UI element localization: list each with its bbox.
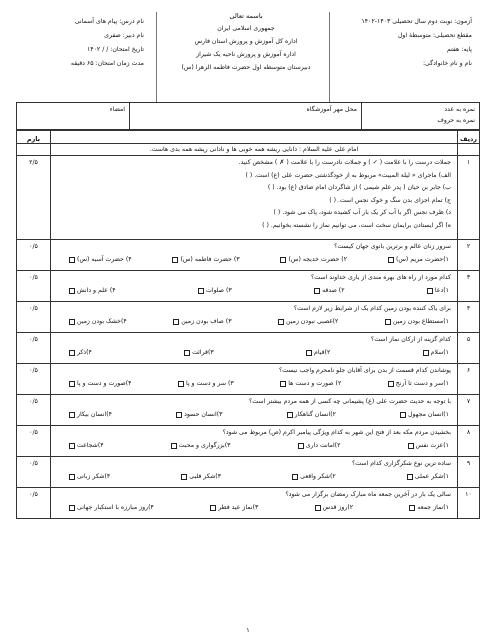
question-body (51, 332, 458, 363)
question-number: ۲ (458, 239, 480, 270)
checkbox[interactable] (69, 319, 75, 325)
question-row-۶ (17, 363, 480, 394)
grade: پایه: هفتم (446, 46, 472, 53)
checkbox[interactable] (306, 350, 312, 356)
checkbox[interactable] (69, 474, 75, 480)
true-false-item[interactable]: ج) تمام اجزای بدن سگ و خوک نجس است. ( ) (329, 196, 451, 204)
checkbox[interactable] (181, 474, 187, 480)
checkbox[interactable] (210, 505, 216, 511)
question-row-۳ (17, 270, 480, 301)
checkbox[interactable] (314, 288, 320, 294)
option-label: ۳) صاف بودن زمین (181, 318, 232, 326)
option-label: ۲)روز قدس (322, 504, 354, 512)
question-score: ۰/۵ (17, 425, 51, 456)
col-number-header: ردیف (458, 131, 480, 144)
question-stem: سرور زنان عالم و برترین بانوی جهان کیست؟ (334, 242, 451, 250)
checkbox[interactable] (278, 319, 284, 325)
answer-option[interactable] (69, 380, 131, 388)
question-row-۹ (17, 456, 480, 487)
answer-option[interactable] (385, 318, 449, 326)
answer-option[interactable] (69, 318, 127, 326)
checkbox[interactable] (385, 319, 391, 325)
option-label: ۴) حضرت آسیه (س) (77, 256, 132, 264)
question-number: ۵ (458, 332, 480, 363)
option-label: ۴)خشک بودن زمین (77, 318, 127, 326)
answer-option[interactable] (407, 473, 449, 481)
option-label: ۱)حضرت مریم (س) (395, 256, 449, 264)
question-row-۴ (17, 301, 480, 332)
question-score: ۰/۵ (17, 394, 51, 425)
checkbox[interactable] (388, 381, 394, 387)
option-label: ۲)شکر واقعی (300, 473, 336, 481)
option-label: ۱)انسان مجهول (408, 411, 449, 419)
answer-option[interactable] (315, 504, 353, 512)
answer-options (55, 317, 451, 328)
country-name: جمهوری اسلامی ایران (217, 25, 275, 32)
question-row-۲ (17, 239, 480, 270)
table-header-row (17, 131, 480, 144)
answer-option[interactable] (69, 256, 132, 264)
score-number-label: نمره به عدد (444, 106, 475, 113)
answer-option[interactable] (400, 411, 449, 419)
answer-option[interactable] (69, 349, 92, 357)
checkbox[interactable] (178, 381, 184, 387)
option-label: ۳)انسان حسود (184, 411, 223, 419)
answer-option[interactable] (292, 473, 336, 481)
option-label: ۳)بزرگواری و محبت (178, 442, 231, 450)
option-label: ۱)سلام (430, 349, 449, 357)
option-label: ۲) حضرت خدیجه (س) (288, 256, 348, 264)
checkbox[interactable] (69, 381, 75, 387)
answer-option[interactable] (173, 318, 231, 326)
option-label: ۱)نماز جمعه (417, 504, 449, 512)
checkbox[interactable] (427, 288, 433, 294)
questions-table (16, 130, 480, 519)
question-body (51, 456, 458, 487)
question-score: ۰/۵ (17, 270, 51, 301)
checkbox[interactable] (176, 412, 182, 418)
score-words-label: نمره به حروف (437, 117, 475, 124)
answer-option[interactable] (388, 256, 449, 264)
checkbox[interactable] (198, 288, 204, 294)
checkbox[interactable] (69, 505, 75, 511)
bismillah: باسمه تعالی (229, 12, 263, 20)
question-number: ۱ (458, 156, 480, 240)
answer-option[interactable] (298, 442, 341, 450)
answer-options (55, 286, 451, 297)
question-stem: با توجه به حدیث حضرت علی (ع) پشیمانی چه کسی از همه مردم بیشتر است؟ (248, 397, 451, 405)
answer-options (55, 410, 451, 421)
option-label: ۴)صورت و دست و پا (77, 380, 132, 388)
option-label: ۱)سر و دست تا آرنج (395, 380, 449, 388)
question-number: ۷ (458, 394, 480, 425)
answer-options (55, 441, 451, 452)
option-label: ۲)انسان گناهکار (294, 411, 336, 419)
checkbox[interactable] (171, 443, 177, 449)
col-score-header: بارم (17, 131, 51, 144)
checkbox[interactable] (69, 257, 75, 263)
question-score: ۰/۵ (17, 332, 51, 363)
course-name: نام درس: پیام های آسمانی (74, 18, 144, 25)
checkbox[interactable] (69, 288, 75, 294)
checkbox[interactable] (287, 412, 293, 418)
answer-option[interactable] (409, 504, 449, 512)
answer-option[interactable] (278, 318, 338, 326)
answer-option[interactable] (210, 504, 258, 512)
checkbox[interactable] (69, 443, 75, 449)
option-label: ۱)عزت نفس (415, 442, 449, 450)
question-number: ۴ (458, 301, 480, 332)
question-row-۵ (17, 332, 480, 363)
checkbox[interactable] (69, 350, 75, 356)
col-question-header (51, 131, 458, 144)
question-stem: سالی یک بار در آخرین جمعه ماه مبارک رمضان برگزار می شود؟ (285, 490, 451, 498)
question-number: ۳ (458, 270, 480, 301)
option-label: ۴)روز مبارزه با استکبار جهانی (77, 504, 154, 512)
school-name: دبیرستان متوسطه اول حضرت فاطمه الزهرا (س) (181, 64, 311, 71)
true-false-item[interactable]: الف) ماجرای « لیلة المبیت» مربوط به از خودگذشتی حضرت علی (ع) است. ( ) (245, 171, 451, 179)
question-instruction: جملات درست را با علامت ( ✓ ) و جملات نادرست را با علامت ( ✗ ) مشخص کنید. (238, 159, 451, 166)
hadith-row (17, 144, 480, 156)
answer-option[interactable] (69, 504, 154, 512)
question-body (51, 239, 458, 270)
answer-option[interactable] (171, 442, 231, 450)
checkbox[interactable] (69, 412, 75, 418)
question-body (51, 394, 458, 425)
info-row (16, 102, 480, 130)
province-office: اداره کل آموزش و پرورش استان فارس (194, 38, 298, 45)
signature-box: امضاء (109, 106, 125, 113)
true-false-item[interactable]: ه) اگر ایستادن برایمان سخت است، می توانیم نماز را نشسته بخوانیم. ( ) (262, 221, 451, 229)
question-score: ۰/۵ (17, 487, 51, 518)
answer-options (55, 255, 451, 266)
answer-option[interactable] (69, 287, 116, 295)
answer-option[interactable] (388, 380, 449, 388)
option-label: ۳)نماز عید فطر (218, 504, 259, 512)
exam-page (16, 12, 480, 519)
checkbox[interactable] (173, 319, 179, 325)
option-label: ۳) حضرت فاطمه (س) (180, 256, 240, 264)
answer-option[interactable] (172, 256, 239, 264)
option-label: ۲)غصبی نبودن زمین (286, 318, 339, 326)
question-stem: برای یاک کننده بودن زمین کدام یک از شرایط زیر لازم است؟ (293, 304, 451, 312)
checkbox[interactable] (184, 350, 190, 356)
question-stem: ساده ترین نوع شکرگزاری کدام است؟ (351, 459, 451, 467)
option-label: ۱)شکر عملی (414, 473, 449, 481)
question-body (51, 301, 458, 332)
option-label: ۱)مستطاع بودن زمین (392, 318, 449, 326)
option-label: ۲)قیام (314, 349, 331, 357)
student-name: نام و نام خانوادگی: (422, 60, 472, 67)
question-score: ۲/۵ (17, 156, 51, 240)
question-score: ۰/۵ (17, 456, 51, 487)
header-divider (156, 12, 157, 102)
option-label: ۲) صدقه (322, 287, 345, 295)
option-label: ۴)انسان بیکار (77, 411, 112, 419)
option-label: ۱)دعا (434, 287, 449, 295)
answer-option[interactable] (314, 287, 345, 295)
answer-option[interactable] (69, 473, 110, 481)
option-label: ۳)شکر قلبی (189, 473, 222, 481)
header-course-info (24, 18, 144, 74)
header-divider (329, 12, 330, 102)
grade-level: مقطع تحصیلی: متوسطهٔ اول (397, 32, 472, 39)
question-number: ۹ (458, 456, 480, 487)
checkbox[interactable] (280, 381, 286, 387)
question-body (51, 270, 458, 301)
answer-options (55, 348, 451, 359)
question-score: ۰/۵ (17, 239, 51, 270)
checkbox[interactable] (292, 474, 298, 480)
exam-header (16, 12, 480, 102)
exam-date: تاریخ امتحان: / / ۱۴۰۲ (86, 46, 144, 53)
true-false-item[interactable]: د) ظرف نجس اگر با آب کر یک بار آب کشیده شود، پاک می شود. ( ) (273, 209, 451, 217)
question-stem: کدام گزینه از ارکان نماز است؟ (370, 335, 451, 343)
checkbox[interactable] (407, 474, 413, 480)
question-body (51, 487, 458, 518)
option-label: ۴)شکر زبانی (77, 473, 111, 481)
question-number: ۱۰ (458, 487, 480, 518)
answer-options (55, 503, 451, 514)
checkbox[interactable] (172, 257, 178, 263)
option-label: ۴)شجاعت (77, 442, 104, 450)
option-label: ۴) علم و دانش (77, 287, 116, 295)
answer-option[interactable] (184, 349, 214, 357)
question-stem: بخشیدن مردم مکه بعد از فتح این شهر به کدام ویژگی پیامبر اکرم (ص) مربوط می شود؟ (222, 428, 451, 436)
question-score: ۰/۵ (17, 301, 51, 332)
answer-options (55, 379, 451, 390)
true-false-item[interactable]: ب) جابر بن حیان ( پدر علم شیمی ) از شاگردان امام صادق (ع) بود. ( ) (267, 184, 451, 192)
hadith-text: امام علی علیه السلام : دانایی ریشه همه خوبی ها و نادانی ریشه همه بدی هاست. (51, 144, 458, 156)
option-label: ۲) صورت و دست ها (288, 380, 342, 388)
header-exam-info (342, 18, 472, 74)
answer-option[interactable] (306, 349, 330, 357)
question-row-۸ (17, 425, 480, 456)
question-body (51, 425, 458, 456)
answer-option[interactable] (69, 442, 104, 450)
checkbox[interactable] (409, 505, 415, 511)
header-school-info (166, 12, 326, 77)
checkbox[interactable] (388, 257, 394, 263)
answer-option[interactable] (280, 256, 347, 264)
question-stem: کدام مورد از راه های بهره مندی از یاری خداوند است؟ (311, 273, 451, 281)
answer-option[interactable] (198, 287, 232, 295)
answer-option[interactable] (181, 473, 221, 481)
answer-option[interactable] (178, 380, 234, 388)
option-label: ۳) سر و دست و پا (185, 380, 234, 388)
page-number: ۱ (246, 626, 250, 634)
option-label: ۳) صلوات (205, 287, 232, 295)
checkbox[interactable] (400, 412, 406, 418)
answer-option[interactable] (408, 442, 449, 450)
exam-duration: مدت زمان امتحان: ۶۵ دقیقه (70, 60, 144, 67)
answer-option[interactable] (176, 411, 222, 419)
option-label: ۲)امانت داری (305, 442, 341, 450)
answer-option[interactable] (287, 411, 336, 419)
checkbox[interactable] (408, 443, 414, 449)
question-score: ۰/۵ (17, 363, 51, 394)
checkbox[interactable] (298, 443, 304, 449)
answer-option[interactable] (280, 380, 341, 388)
district-office: اداره آموزش و پرورش ناحیه یک شیراز (196, 51, 296, 58)
checkbox[interactable] (315, 505, 321, 511)
answer-option[interactable] (423, 349, 449, 357)
option-label: ۴)ذکر (77, 349, 92, 357)
answer-option[interactable] (427, 287, 449, 295)
teacher-name: نام دبیر: صفری (104, 32, 144, 39)
question-row-۷ (17, 394, 480, 425)
question-body (51, 363, 458, 394)
school-seal-box: محل مهر آموزشگاه (129, 103, 361, 129)
checkbox[interactable] (423, 350, 429, 356)
checkbox[interactable] (280, 257, 286, 263)
exam-session: آزمون: نوبت دوم سال تحصیلی ۱۴۰۳-۱۴۰۲ (361, 18, 472, 25)
answer-options (55, 472, 451, 483)
question-number: ۶ (458, 363, 480, 394)
question-row-۱۰ (17, 487, 480, 518)
question-body (51, 156, 458, 240)
option-label: ۳)قرائت (192, 349, 214, 357)
question-row-1 (17, 156, 480, 240)
score-box (361, 103, 479, 129)
question-stem: پوشاندن کدام قسمت از بدن برای آقایان جلو نامحرم واجب نیست؟ (279, 366, 451, 374)
answer-option[interactable] (69, 411, 112, 419)
question-number: ۸ (458, 425, 480, 456)
